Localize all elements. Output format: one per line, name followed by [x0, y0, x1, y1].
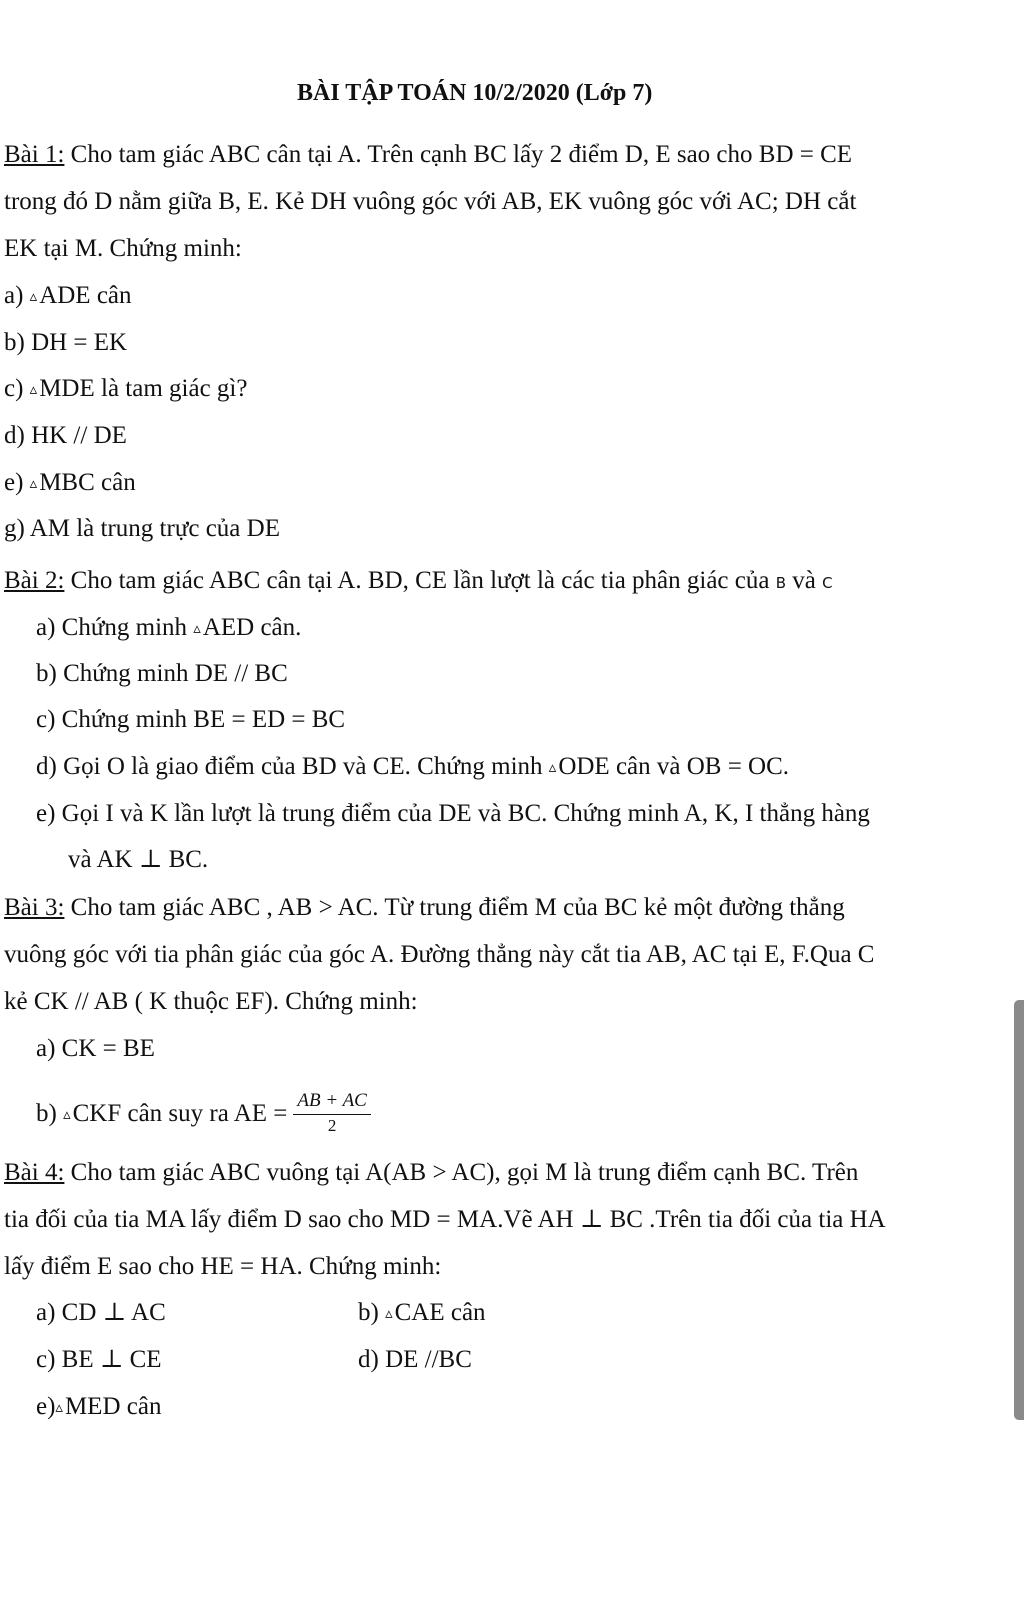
- bai4-line3: lấy điểm E sao cho HE = HA. Chứng minh:: [4, 1253, 442, 1280]
- bai1-item-d: d) HK // DE: [4, 422, 127, 449]
- bai1-item-b: b) DH = EK: [4, 329, 128, 356]
- triangle-icon: ▵: [29, 287, 38, 305]
- page-title: BÀI TẬP TOÁN 10/2/2020 (Lớp 7): [297, 80, 653, 106]
- bai1-line2: trong đó D nằm giữa B, E. Kẻ DH vuông góc với AB, EK vuông góc với AC; DH cắt: [4, 188, 857, 215]
- bai3-label: Bài 3:: [4, 894, 65, 921]
- triangle-icon: ▵: [63, 1105, 71, 1124]
- scrollbar[interactable]: [1014, 1000, 1024, 1420]
- triangle-icon: ▵: [548, 758, 557, 776]
- bai2-item-e: e) Gọi I và K lần lượt là trung điểm của DE và BC. Chứng minh A, K, I thẳng hàng: [36, 800, 870, 827]
- bai2-item-b: b) Chứng minh DE // BC: [36, 660, 288, 687]
- bai2-item-c: c) Chứng minh BE = ED = BC: [36, 706, 346, 733]
- bai1-item-a: a) ▵ADE cân: [4, 282, 132, 309]
- bai3-line2: vuông góc với tia phân giác của góc A. Đường thẳng này cắt tia AB, AC tại E, F.Qua C: [4, 941, 875, 968]
- bai4-item-e: e)▵MED cân: [36, 1393, 162, 1420]
- bai4-item-d: d) DE //BC: [358, 1346, 472, 1373]
- triangle-icon: ▵: [385, 1304, 393, 1322]
- bai4-line1: Bài 4: Cho tam giác ABC vuông tại A(AB > AC), gọi M là trung điểm cạnh BC. Trên: [4, 1159, 859, 1186]
- bai4-item-b: b) ▵CAE cân: [358, 1299, 486, 1326]
- fraction: $\frac{AB + AC}{2}$: [293, 1090, 370, 1137]
- bai4-label: Bài 4:: [4, 1159, 65, 1186]
- triangle-icon: ▵: [55, 1398, 63, 1416]
- bai3-line1: Bài 3: Cho tam giác ABC , AB > AC. Từ trung điểm M của BC kẻ một đường thẳng: [4, 894, 845, 921]
- bai2-line1: Bài 2: Cho tam giác ABC cân tại A. BD, CE lần lượt là các tia phân giác của B và C: [4, 567, 833, 594]
- bai4-item-a: a) CD ⊥ AC: [36, 1299, 166, 1326]
- bai2-item-e-cont: và AK ⊥ BC.: [68, 846, 209, 873]
- bai3-item-a: a) CK = BE: [36, 1035, 155, 1062]
- bai2-label: Bài 2:: [4, 567, 65, 594]
- bai1-line3: EK tại M. Chứng minh:: [4, 235, 242, 262]
- bai4-line2: tia đối của tia MA lấy điểm D sao cho MD = MA.Vẽ AH ⊥ BC .Trên tia đối của tia HA: [4, 1206, 886, 1233]
- bai2-item-d: d) Gọi O là giao điểm của BD và CE. Chứng minh ▵ODE cân và OB = OC.: [36, 753, 790, 780]
- bai1-item-g: g) AM là trung trực của DE: [4, 515, 280, 542]
- bai4-item-c: c) BE ⊥ CE: [36, 1346, 162, 1373]
- bai1-item-e: e) ▵MBC cân: [4, 469, 136, 496]
- triangle-icon: ▵: [193, 619, 201, 637]
- triangle-icon: ▵: [29, 380, 38, 398]
- triangle-icon: ▵: [29, 474, 38, 492]
- bai1-item-c: c) ▵MDE là tam giác gì?: [4, 375, 248, 402]
- bai1-label: Bài 1:: [4, 141, 65, 168]
- bai2-item-a: a) Chứng minh ▵AED cân.: [36, 614, 302, 641]
- bai3-line3: kẻ CK // AB ( K thuộc EF). Chứng minh:: [4, 988, 418, 1015]
- bai1-line1: Bài 1: Cho tam giác ABC cân tại A. Trên cạnh BC lấy 2 điểm D, E sao cho BD = CE: [4, 141, 853, 168]
- bai3-item-b: b) ▵CKF cân suy ra AE = $\frac{AB + AC}{2}$: [36, 1092, 371, 1139]
